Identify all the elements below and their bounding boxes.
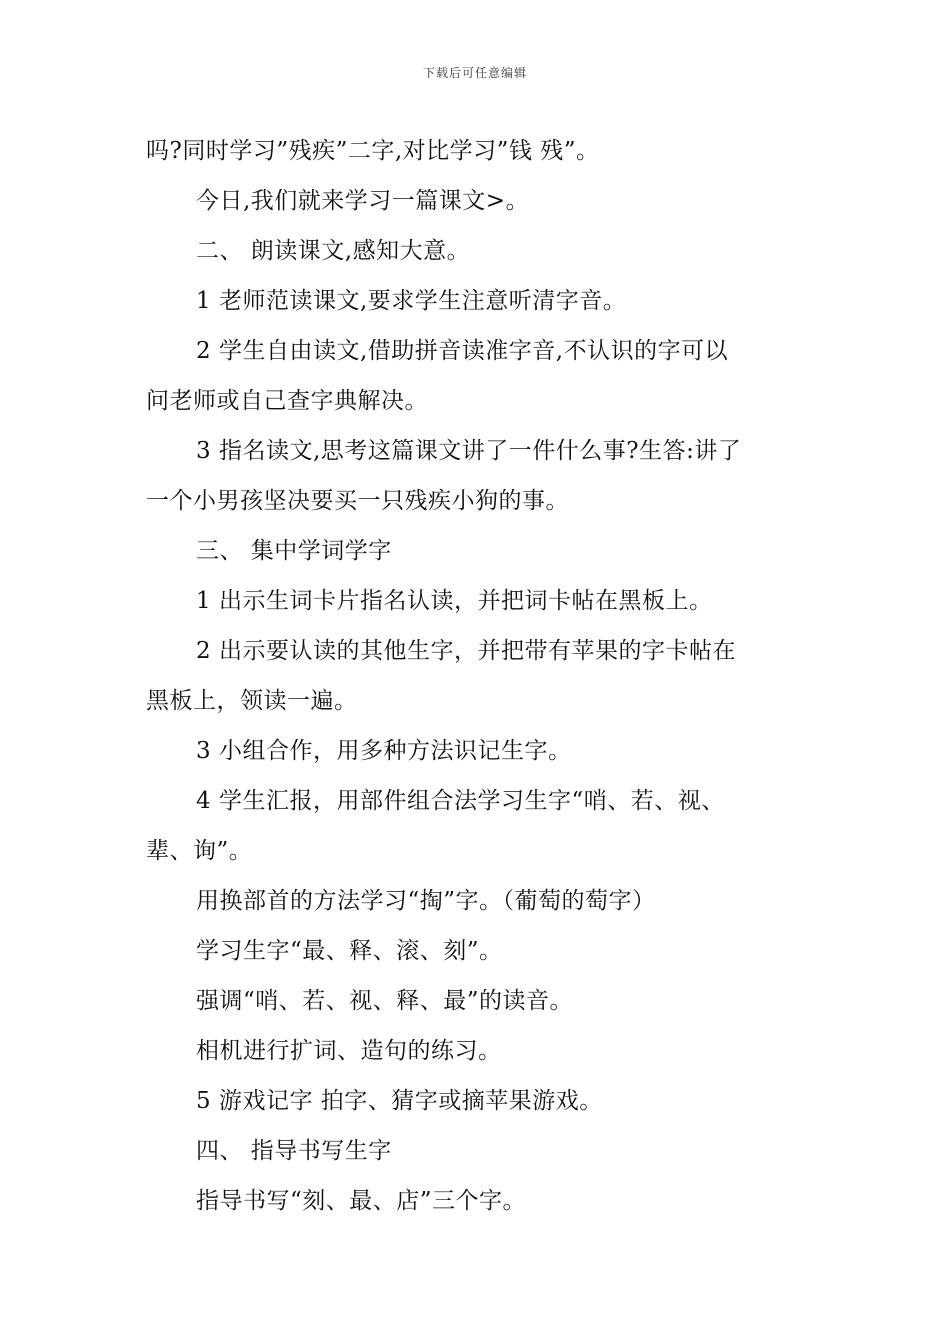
paragraph-line: 一个小男孩坚决要买一只残疾小狗的事。 [146,488,569,514]
page-header: 下载后可任意编辑 [422,66,527,80]
paragraph-line: 学习生字“最、释、滚、刻”。 [196,938,503,964]
paragraph-line: 今日,我们就来学习一篇课文>。 [196,188,530,214]
paragraph-line: 用换部首的方法学习“掏”字。（葡萄的萄字） [196,888,656,914]
section-heading-3: 三、 集中学词学字 [196,538,392,564]
paragraph-line: 相机进行扩词、造句的练习。 [196,1038,502,1064]
list-item: 3 指名读文,思考这篇课文讲了一件什么事?生答:讲了 [196,438,742,464]
list-item: 1 出示生词卡片指名认读，并把词卡帖在黑板上。 [196,588,713,614]
section-heading-4: 四、 指导书写生字 [196,1138,392,1164]
list-item: 1 老师范读课文,要求学生注意听清字音。 [196,288,627,314]
list-item: 5 游戏记字 拍字、猜字或摘苹果游戏。 [196,1088,603,1114]
paragraph-line: 问老师或自己查字典解决。 [146,388,428,414]
paragraph-line: 辈、询”。 [146,838,253,864]
list-item: 2 出示要认读的其他生字，并把带有苹果的字卡帖在 [196,638,736,664]
list-item: 2 学生自由读文,借助拼音读准字音,不认识的字可以 [196,338,729,364]
list-item: 3 小组合作，用多种方法识记生字。 [196,738,572,764]
section-heading-2: 二、 朗读课文,感知大意。 [196,238,471,264]
paragraph-line: 强调“哨、若、视、释、最”的读音。 [196,988,574,1014]
document-body [146,126,811,1226]
paragraph-line: 指导书写“刻、最、店”三个字。 [196,1188,527,1214]
paragraph-line: 吗?同时学习”残疾”二字,对比学习”钱 残”。 [146,138,600,164]
paragraph-line: 黑板上，领读一遍。 [146,688,358,714]
list-item: 4 学生汇报，用部件组合法学习生字“哨、若、视、 [196,788,725,814]
